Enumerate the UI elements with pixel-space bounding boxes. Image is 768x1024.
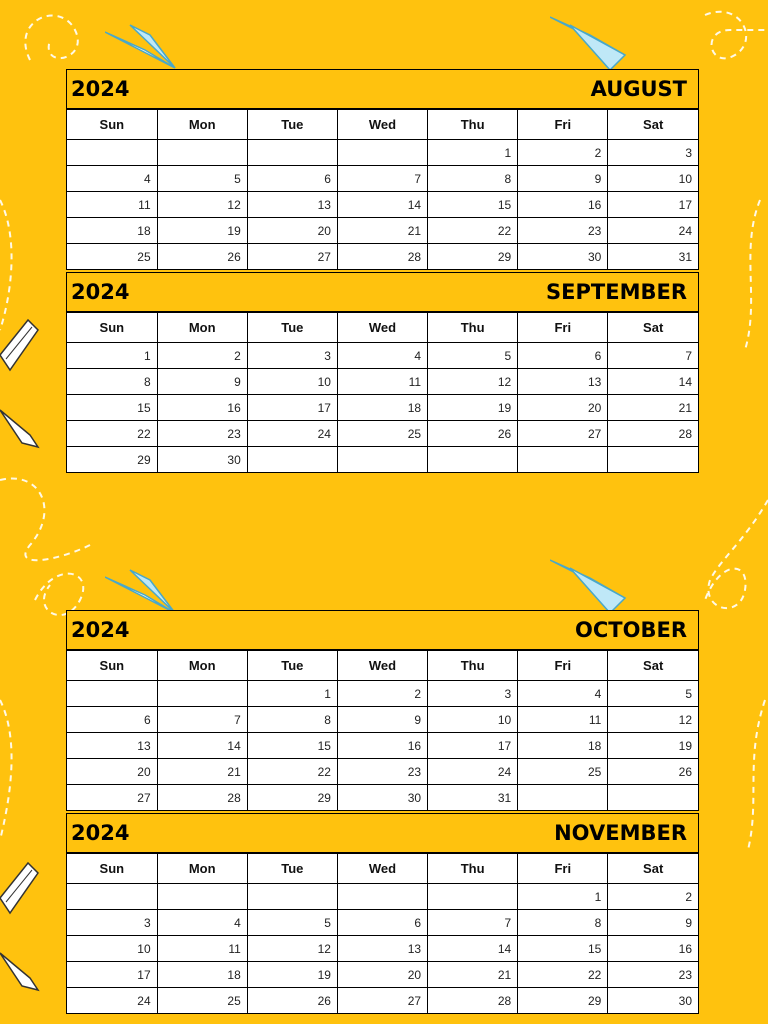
day-cell: 14 bbox=[157, 733, 247, 759]
weekday-header: Mon bbox=[157, 854, 247, 884]
weekday-header: Thu bbox=[428, 110, 518, 140]
weekday-row bbox=[67, 110, 698, 140]
day-cell: 27 bbox=[67, 785, 157, 811]
day-cell: 6 bbox=[518, 343, 608, 369]
week-row bbox=[67, 421, 698, 447]
day-cell: 6 bbox=[247, 166, 337, 192]
day-cell: 26 bbox=[247, 988, 337, 1014]
day-cell: 21 bbox=[428, 962, 518, 988]
month-header bbox=[67, 814, 698, 853]
weekday-header: Mon bbox=[157, 313, 247, 343]
day-cell: 17 bbox=[247, 395, 337, 421]
week-row bbox=[67, 369, 698, 395]
day-cell: 6 bbox=[337, 910, 427, 936]
month-label: SEPTEMBER bbox=[546, 280, 687, 304]
week-row bbox=[67, 447, 698, 473]
weekday-header: Sat bbox=[608, 651, 698, 681]
day-cell: 1 bbox=[67, 343, 157, 369]
weekday-header: Sun bbox=[67, 854, 157, 884]
day-cell: 16 bbox=[608, 936, 698, 962]
week-row bbox=[67, 936, 698, 962]
day-cell: 14 bbox=[428, 936, 518, 962]
weekday-row bbox=[67, 854, 698, 884]
weekday-header: Mon bbox=[157, 110, 247, 140]
day-cell bbox=[157, 681, 247, 707]
day-cell: 22 bbox=[428, 218, 518, 244]
day-cell: 9 bbox=[337, 707, 427, 733]
day-cell: 11 bbox=[518, 707, 608, 733]
day-cell: 28 bbox=[608, 421, 698, 447]
day-cell: 2 bbox=[337, 681, 427, 707]
weekday-header: Sat bbox=[608, 110, 698, 140]
year-label: 2024 bbox=[71, 618, 130, 642]
day-cell: 29 bbox=[67, 447, 157, 473]
week-row bbox=[67, 140, 698, 166]
day-cell: 1 bbox=[247, 681, 337, 707]
week-row bbox=[67, 759, 698, 785]
day-cell: 20 bbox=[518, 395, 608, 421]
day-cell: 8 bbox=[247, 707, 337, 733]
day-cell: 7 bbox=[157, 707, 247, 733]
day-cell: 22 bbox=[518, 962, 608, 988]
weekday-header: Wed bbox=[337, 110, 427, 140]
day-cell: 30 bbox=[157, 447, 247, 473]
day-cell: 7 bbox=[428, 910, 518, 936]
month-label: AUGUST bbox=[590, 77, 687, 101]
day-cell: 19 bbox=[247, 962, 337, 988]
day-cell: 15 bbox=[518, 936, 608, 962]
week-row bbox=[67, 988, 698, 1014]
day-cell: 18 bbox=[337, 395, 427, 421]
day-cell bbox=[428, 884, 518, 910]
day-cell: 21 bbox=[157, 759, 247, 785]
day-cell: 24 bbox=[247, 421, 337, 447]
day-cell bbox=[67, 140, 157, 166]
weekday-header: Fri bbox=[518, 854, 608, 884]
day-cell: 24 bbox=[67, 988, 157, 1014]
weekday-header: Thu bbox=[428, 313, 518, 343]
weekday-row bbox=[67, 651, 698, 681]
day-cell bbox=[67, 681, 157, 707]
day-cell bbox=[247, 140, 337, 166]
day-cell: 5 bbox=[428, 343, 518, 369]
day-cell: 10 bbox=[247, 369, 337, 395]
day-cell bbox=[608, 785, 698, 811]
day-cell: 2 bbox=[518, 140, 608, 166]
day-cell: 26 bbox=[428, 421, 518, 447]
day-cell: 23 bbox=[608, 962, 698, 988]
day-cell: 19 bbox=[157, 218, 247, 244]
day-cell: 2 bbox=[608, 884, 698, 910]
weekday-header: Fri bbox=[518, 313, 608, 343]
weekday-header: Wed bbox=[337, 313, 427, 343]
week-row bbox=[67, 166, 698, 192]
paper-plane-icon bbox=[105, 565, 185, 615]
day-cell: 5 bbox=[247, 910, 337, 936]
day-cell bbox=[337, 447, 427, 473]
day-cell: 29 bbox=[428, 244, 518, 270]
day-cell: 21 bbox=[337, 218, 427, 244]
day-cell: 4 bbox=[157, 910, 247, 936]
day-cell: 26 bbox=[157, 244, 247, 270]
day-cell: 15 bbox=[67, 395, 157, 421]
day-cell: 28 bbox=[337, 244, 427, 270]
year-label: 2024 bbox=[71, 280, 130, 304]
day-cell: 24 bbox=[428, 759, 518, 785]
day-cell: 18 bbox=[67, 218, 157, 244]
week-row bbox=[67, 884, 698, 910]
week-row bbox=[67, 244, 698, 270]
day-cell: 4 bbox=[337, 343, 427, 369]
week-row bbox=[67, 707, 698, 733]
day-cell bbox=[518, 447, 608, 473]
weekday-header: Wed bbox=[337, 854, 427, 884]
day-cell bbox=[247, 447, 337, 473]
day-cell: 11 bbox=[337, 369, 427, 395]
weekday-header: Thu bbox=[428, 651, 518, 681]
calendar-november bbox=[66, 813, 699, 1014]
day-cell: 21 bbox=[608, 395, 698, 421]
week-row bbox=[67, 681, 698, 707]
day-cell bbox=[67, 884, 157, 910]
weekday-header: Sat bbox=[608, 313, 698, 343]
day-cell: 16 bbox=[157, 395, 247, 421]
weekday-header: Fri bbox=[518, 110, 608, 140]
day-cell: 16 bbox=[518, 192, 608, 218]
day-cell: 27 bbox=[247, 244, 337, 270]
month-header bbox=[67, 70, 698, 109]
day-cell bbox=[157, 140, 247, 166]
day-cell: 22 bbox=[67, 421, 157, 447]
month-label: OCTOBER bbox=[575, 618, 687, 642]
day-cell: 3 bbox=[428, 681, 518, 707]
day-cell: 10 bbox=[428, 707, 518, 733]
week-row bbox=[67, 910, 698, 936]
weekday-header: Tue bbox=[247, 110, 337, 140]
day-cell: 2 bbox=[157, 343, 247, 369]
day-cell: 14 bbox=[337, 192, 427, 218]
day-cell: 1 bbox=[428, 140, 518, 166]
day-cell: 10 bbox=[67, 936, 157, 962]
day-cell: 23 bbox=[157, 421, 247, 447]
month-label: NOVEMBER bbox=[554, 821, 687, 845]
weekday-header: Tue bbox=[247, 854, 337, 884]
day-cell: 29 bbox=[518, 988, 608, 1014]
day-cell: 8 bbox=[428, 166, 518, 192]
day-cell: 13 bbox=[518, 369, 608, 395]
day-cell: 18 bbox=[157, 962, 247, 988]
day-cell: 13 bbox=[67, 733, 157, 759]
day-cell: 30 bbox=[608, 988, 698, 1014]
week-row bbox=[67, 785, 698, 811]
weekday-header: Sat bbox=[608, 854, 698, 884]
day-cell: 9 bbox=[608, 910, 698, 936]
weekday-header: Mon bbox=[157, 651, 247, 681]
weekday-header: Sun bbox=[67, 313, 157, 343]
month-grid bbox=[67, 109, 698, 269]
day-cell: 18 bbox=[518, 733, 608, 759]
weekday-header: Wed bbox=[337, 651, 427, 681]
weekday-header: Sun bbox=[67, 110, 157, 140]
day-cell: 7 bbox=[608, 343, 698, 369]
week-row bbox=[67, 192, 698, 218]
day-cell: 17 bbox=[608, 192, 698, 218]
weekday-header: Thu bbox=[428, 854, 518, 884]
day-cell: 22 bbox=[247, 759, 337, 785]
day-cell bbox=[157, 884, 247, 910]
day-cell: 17 bbox=[428, 733, 518, 759]
day-cell: 11 bbox=[157, 936, 247, 962]
day-cell bbox=[337, 884, 427, 910]
month-header bbox=[67, 273, 698, 312]
day-cell bbox=[247, 884, 337, 910]
day-cell: 28 bbox=[428, 988, 518, 1014]
day-cell: 20 bbox=[337, 962, 427, 988]
day-cell: 7 bbox=[337, 166, 427, 192]
week-row bbox=[67, 962, 698, 988]
weekday-row bbox=[67, 313, 698, 343]
day-cell: 19 bbox=[608, 733, 698, 759]
calendar-october bbox=[66, 610, 699, 811]
day-cell: 25 bbox=[157, 988, 247, 1014]
day-cell: 20 bbox=[67, 759, 157, 785]
day-cell: 4 bbox=[518, 681, 608, 707]
day-cell: 26 bbox=[608, 759, 698, 785]
day-cell: 1 bbox=[518, 884, 608, 910]
day-cell: 23 bbox=[518, 218, 608, 244]
day-cell: 11 bbox=[67, 192, 157, 218]
pencil-icon bbox=[0, 858, 45, 993]
pencil-icon bbox=[0, 315, 45, 450]
day-cell: 16 bbox=[337, 733, 427, 759]
day-cell: 29 bbox=[247, 785, 337, 811]
day-cell bbox=[608, 447, 698, 473]
day-cell: 9 bbox=[518, 166, 608, 192]
week-row bbox=[67, 733, 698, 759]
day-cell: 25 bbox=[67, 244, 157, 270]
month-grid bbox=[67, 853, 698, 1013]
paper-plane-icon bbox=[550, 15, 630, 70]
week-row bbox=[67, 395, 698, 421]
day-cell: 20 bbox=[247, 218, 337, 244]
day-cell: 31 bbox=[608, 244, 698, 270]
day-cell: 9 bbox=[157, 369, 247, 395]
weekday-header: Tue bbox=[247, 313, 337, 343]
day-cell bbox=[337, 140, 427, 166]
day-cell: 19 bbox=[428, 395, 518, 421]
day-cell: 30 bbox=[337, 785, 427, 811]
calendar-september bbox=[66, 272, 699, 473]
day-cell: 23 bbox=[337, 759, 427, 785]
day-cell: 12 bbox=[428, 369, 518, 395]
month-grid bbox=[67, 312, 698, 472]
day-cell: 27 bbox=[518, 421, 608, 447]
day-cell: 3 bbox=[67, 910, 157, 936]
day-cell: 13 bbox=[337, 936, 427, 962]
day-cell: 31 bbox=[428, 785, 518, 811]
weekday-header: Tue bbox=[247, 651, 337, 681]
day-cell: 30 bbox=[518, 244, 608, 270]
day-cell bbox=[518, 785, 608, 811]
day-cell: 8 bbox=[67, 369, 157, 395]
day-cell: 10 bbox=[608, 166, 698, 192]
day-cell: 12 bbox=[608, 707, 698, 733]
paper-plane-icon bbox=[105, 20, 185, 70]
day-cell: 15 bbox=[428, 192, 518, 218]
day-cell: 25 bbox=[518, 759, 608, 785]
day-cell: 14 bbox=[608, 369, 698, 395]
day-cell: 24 bbox=[608, 218, 698, 244]
paper-plane-icon bbox=[550, 558, 630, 613]
month-header bbox=[67, 611, 698, 650]
month-grid bbox=[67, 650, 698, 810]
day-cell: 13 bbox=[247, 192, 337, 218]
day-cell: 28 bbox=[157, 785, 247, 811]
year-label: 2024 bbox=[71, 821, 130, 845]
day-cell: 5 bbox=[157, 166, 247, 192]
day-cell: 12 bbox=[247, 936, 337, 962]
weekday-header: Fri bbox=[518, 651, 608, 681]
day-cell: 4 bbox=[67, 166, 157, 192]
day-cell bbox=[428, 447, 518, 473]
day-cell: 12 bbox=[157, 192, 247, 218]
year-label: 2024 bbox=[71, 77, 130, 101]
day-cell: 8 bbox=[518, 910, 608, 936]
week-row bbox=[67, 218, 698, 244]
day-cell: 25 bbox=[337, 421, 427, 447]
day-cell: 5 bbox=[608, 681, 698, 707]
day-cell: 27 bbox=[337, 988, 427, 1014]
day-cell: 15 bbox=[247, 733, 337, 759]
day-cell: 17 bbox=[67, 962, 157, 988]
day-cell: 3 bbox=[608, 140, 698, 166]
calendar-august bbox=[66, 69, 699, 270]
day-cell: 6 bbox=[67, 707, 157, 733]
day-cell: 3 bbox=[247, 343, 337, 369]
week-row bbox=[67, 343, 698, 369]
weekday-header: Sun bbox=[67, 651, 157, 681]
